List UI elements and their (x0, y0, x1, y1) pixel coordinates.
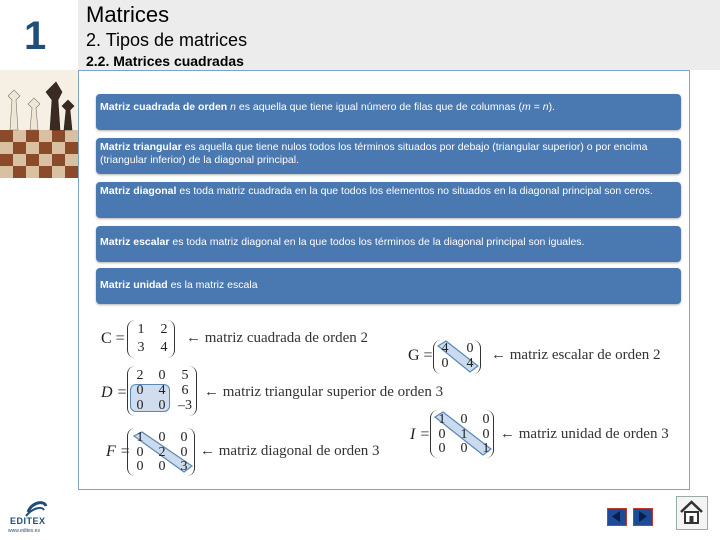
term: Matriz cuadrada de orden (100, 101, 228, 113)
matrix-cell: –3 (178, 398, 192, 413)
matrix-cell: 4 (466, 356, 474, 371)
matrix-c-description: ← matriz cuadrada de orden 2 (186, 330, 368, 346)
matrix-g-label: G = (408, 347, 433, 364)
text: es aquella que tiene nulos todos los términos situados por debajo (triangular superior) o por encima (triangular inferior) de la diagonal principal. (100, 141, 648, 166)
var: n (230, 101, 236, 113)
matrix-cell: 0 (438, 441, 446, 456)
matrix-cell: 0 (460, 441, 468, 456)
matrix-d-description: ← matriz triangular superior de orden 3 (204, 384, 444, 400)
matrix-cell: 3 (137, 340, 145, 355)
matrix-cell: 0 (158, 368, 166, 383)
text: es toda matriz cuadrada en la que todos los elementos no situados en la diagonal principal son ceros. (176, 185, 653, 197)
definition-square-matrix (96, 94, 681, 130)
matrix-cell: 0 (180, 430, 188, 445)
matrix-cell: 2 (136, 368, 144, 383)
matrix-i-description: ← matriz unidad de orden 3 (500, 426, 669, 442)
next-arrow-icon (634, 509, 651, 524)
matrix-cell: 0 (466, 341, 474, 356)
matrix-d-label: D = (101, 384, 128, 401)
matrix-cell: 0 (136, 398, 144, 413)
logo-url: www.editex.es (8, 528, 40, 534)
matrix-cell: 1 (136, 430, 144, 445)
subsection-title: 2.2. Matrices cuadradas (86, 53, 244, 69)
matrix-cell: 0 (441, 356, 449, 371)
logo-text: EDITEX (10, 516, 46, 526)
matrix-cell: 0 (460, 412, 468, 427)
matrix-cell: 0 (482, 427, 490, 442)
definition-triangular-matrix (96, 138, 681, 174)
prev-arrow-icon (608, 509, 625, 524)
matrix-cell: 0 (158, 459, 166, 474)
matrix-f-label: F = (106, 443, 131, 460)
term: Matriz escalar (100, 236, 170, 248)
matrix-c-label: C = (101, 330, 125, 347)
matrix-g-description: ← matriz escalar de orden 2 (491, 347, 661, 363)
matrix-cell: 1 (137, 322, 145, 337)
definition-diagonal-matrix (96, 182, 681, 218)
matrix-cell: 0 (136, 383, 144, 398)
matrix-cell: 1 (482, 441, 490, 456)
text: es toda matriz diagonal en la que todos los términos de la diagonal principal son iguales. (169, 236, 585, 248)
matrix-cell: 3 (180, 459, 188, 474)
section-title: 2. Tipos de matrices (86, 30, 248, 50)
page-title: Matrices (86, 2, 170, 27)
home-button[interactable] (676, 496, 708, 530)
text: ). (548, 101, 555, 113)
matrix-cell: 4 (441, 341, 449, 356)
matrix-f-description: ← matriz diagonal de orden 3 (200, 443, 380, 459)
matrix-cell: 4 (160, 340, 168, 355)
matrix-cell: 4 (158, 383, 166, 398)
home-icon (677, 497, 706, 528)
matrix-cell: 0 (136, 445, 144, 460)
term: Matriz unidad (100, 279, 168, 291)
definition-identity-matrix (96, 268, 681, 304)
matrix-cell: 6 (181, 383, 189, 398)
next-button[interactable] (633, 508, 653, 526)
text: es aquella que tiene igual número de filas que de columnas ( (235, 101, 522, 113)
matrix-cell: 0 (180, 445, 188, 460)
text: es la matriz escala (167, 279, 258, 291)
matrix-cell: 0 (158, 430, 166, 445)
prev-button[interactable] (607, 508, 627, 526)
matrix-cell: 0 (158, 398, 166, 413)
matrix-cell: 5 (181, 368, 189, 383)
matrix-cell: 0 (136, 459, 144, 474)
chess-image (0, 70, 78, 178)
matrix-cell: 0 (438, 427, 446, 442)
matrix-cell: 1 (460, 427, 468, 442)
eq: m = n (522, 101, 549, 113)
definition-scalar-matrix (96, 226, 681, 262)
matrix-cell: 2 (158, 445, 166, 460)
term: Matriz triangular (100, 141, 182, 153)
matrix-cell: 1 (438, 412, 446, 427)
matrix-i-label: I = (410, 426, 431, 443)
matrix-cell: 2 (160, 322, 168, 337)
term: Matriz diagonal (100, 185, 177, 197)
matrix-cell: 0 (482, 412, 490, 427)
chapter-number: 1 (24, 14, 47, 58)
